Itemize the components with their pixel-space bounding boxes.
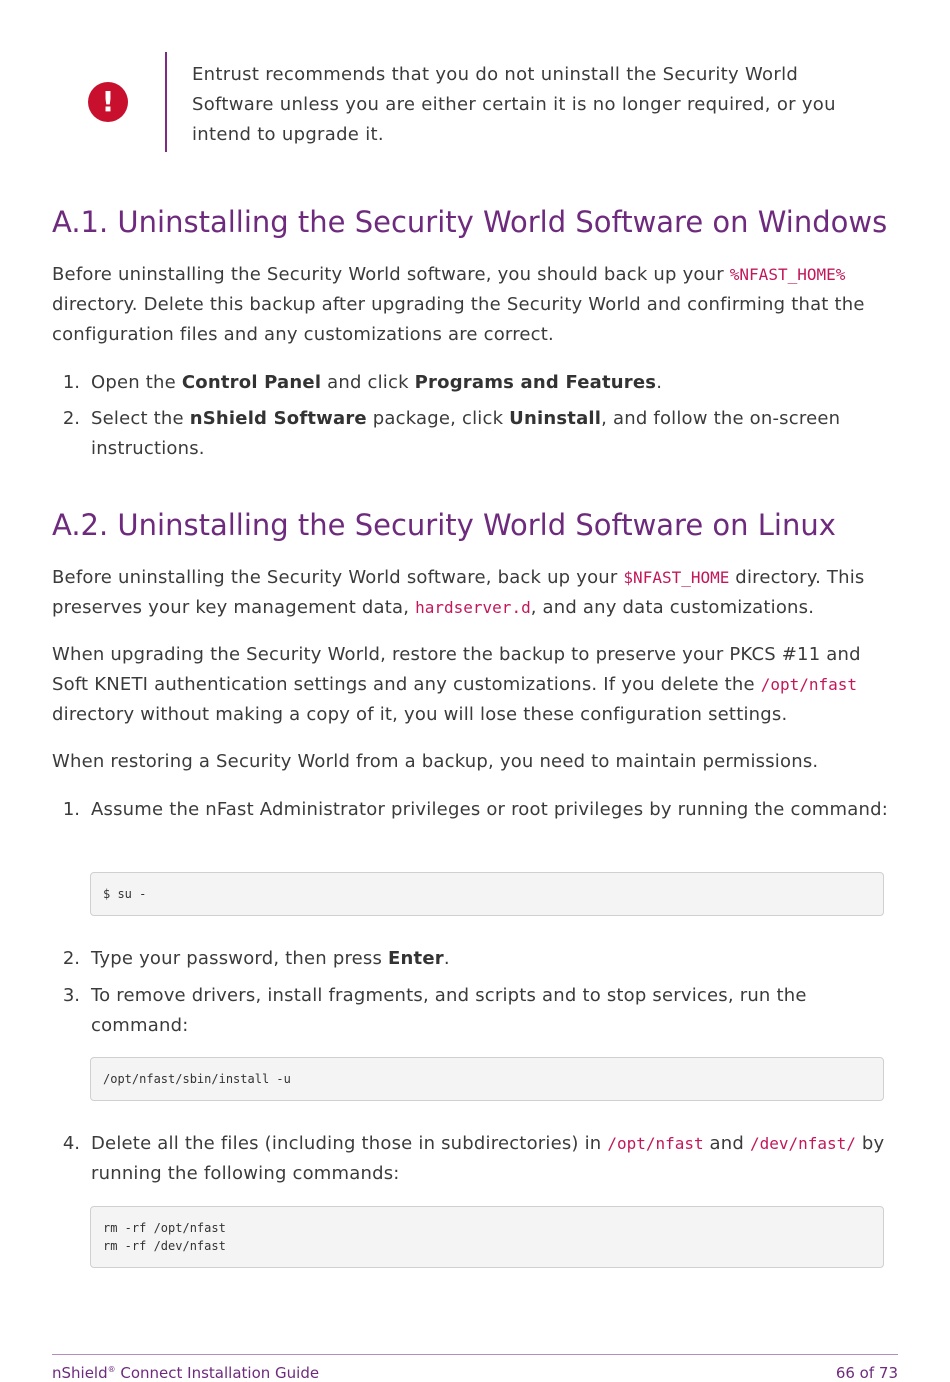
footer-guide-title: nShield® Connect Installation Guide (52, 1364, 320, 1382)
code-block: /opt/nfast/sbin/install -u (90, 1057, 884, 1101)
code-block: rm -rf /opt/nfast rm -rf /dev/nfast (90, 1206, 884, 1268)
section-a2-paragraph-2: When upgrading the Security World, restore the backup to preserve your PKCS #11 and Soft KNETI authentication settings and any customizations. If you delete the /opt/nfast directory without making a copy of it, you will lose these configuration settings. (52, 644, 861, 725)
section-a2-paragraph-1: Before uninstalling the Security World software, back up your $NFAST_HOME directory. This preserves your key management data, hardserver.d, and any data customizations. (52, 567, 865, 618)
admonition-divider (165, 52, 167, 152)
footer-page-number: 66 of 73 (835, 1364, 898, 1382)
inline-code: hardserver.d (415, 598, 531, 617)
warning-admonition (52, 52, 898, 152)
inline-code: /opt/nfast (760, 675, 858, 694)
section-a1-heading: A.1. Uninstalling the Security World Software on Windows (52, 205, 888, 239)
code-block: $ su - (90, 872, 884, 916)
section-a2-heading: A.2. Uninstalling the Security World Software on Linux (52, 508, 836, 542)
exclamation-icon: ! (88, 82, 128, 122)
inline-code: %NFAST_HOME% (729, 265, 846, 284)
warning-text: Entrust recommends that you do not uninstall the Security World Software unless you are either certain it is no longer required, or you intend to upgrade it. (192, 64, 836, 145)
footer-divider (52, 1354, 898, 1355)
inline-code: /opt/nfast (607, 1134, 704, 1153)
inline-code: $NFAST_HOME (623, 568, 730, 587)
inline-code: /dev/nfast/ (749, 1134, 856, 1153)
section-a1-intro: Before uninstalling the Security World software, you should back up your %NFAST_HOME% directory. Delete this backup after upgrading the Security World and confirming that the configuration files and any customizations are correct. (52, 264, 865, 345)
document-page: ! Entrust recommends that you do not uninstall the Security World Software unless you are either certain it is no longer required, or you intend to upgrade it. A.1. Uninstalling the Security World Software on Windows Before uninstalling the Security World software, you should back up your %NFAST_HOME% directory. Delete this backup after upgrading the Security World and confirming that the configuration files and any customizations are correct. 1. Open the Control Panel and click Programs and Features. 2. Select the nShield Software package, click Uninstall, and follow the on-screen instructions. A.2. Uninstalling the Security World Software on Linux Before uninstalling the Security World software, back up your $NFAST_HOME directory. This preserves your key management data, hardserver.d, and any data customizations. When upgrading the Security World, restore the backup to preserve your PKCS #11 and Soft KNETI authentication settings and any customizations. If you delete the /opt/nfast directory without making a copy of it, you will lose these configuration settings. When restoring a Security World from a backup, you need to maintain permissions. 1. Assume the nFast Administrator privileges or root privileges by running the command: $ su - 2. Type your password, then press Enter. 3. To remove drivers, install fragments, and scripts and to stop services, run the command: /opt/nfast/sbin/install -u 4. Delete all the files (including those in subdirectories) in /opt/nfast and /dev/nfast/ by running the following commands: rm -rf /opt/nfast rm -rf /dev/nfast nShield® Connect Installation Guide 66 of 73 (0, 0, 950, 1382)
section-a2-paragraph-3: When restoring a Security World from a backup, you need to maintain permissions. (52, 751, 819, 772)
